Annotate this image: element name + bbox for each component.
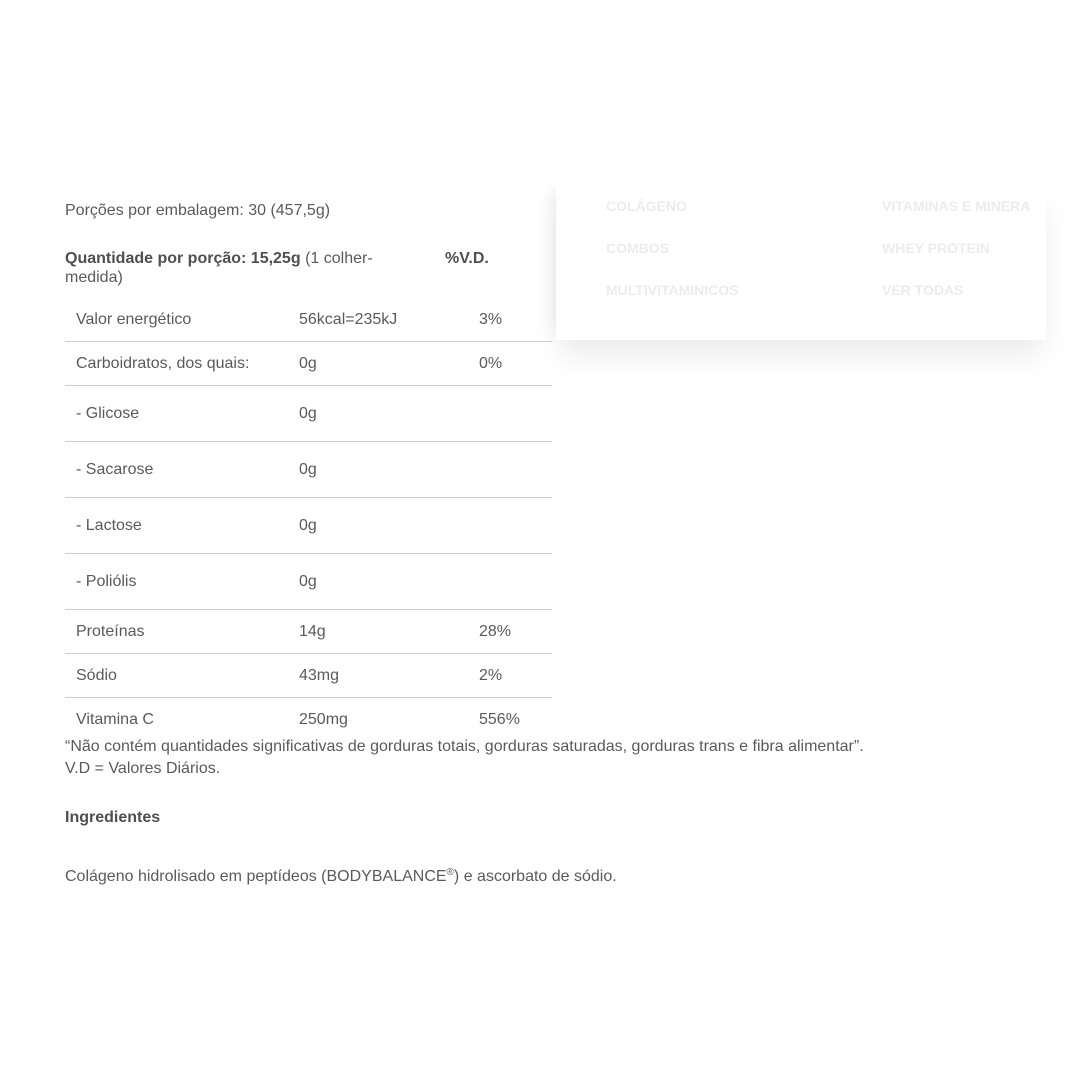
nutrient-name: - Sacarose	[76, 460, 154, 478]
menu-item-multivitaminicos[interactable]: MULTIVITAMINICOS	[606, 282, 739, 298]
quantity-note: (1 colher-medida)	[65, 250, 373, 286]
table-row	[65, 498, 552, 554]
nutrient-vd: 0%	[479, 354, 503, 372]
menu-item-combos[interactable]: COMBOS	[606, 240, 669, 256]
nutrient-vd: 3%	[479, 310, 503, 328]
nutrient-amount: 43mg	[299, 666, 340, 684]
servings-per-package: Porções por embalagem: 30 (457,5g)	[65, 202, 331, 219]
ingredients-before: Colágeno hidrolisado em peptídeos (BODYBALANCE	[65, 868, 447, 885]
nutrient-amount: 14g	[299, 622, 326, 640]
footnote	[65, 736, 1025, 780]
quantity-per-serving	[65, 249, 425, 287]
nutrient-name: - Glicose	[76, 404, 140, 422]
nutrient-vd	[479, 442, 552, 498]
menu-item-vitaminas[interactable]: VITAMINAS E MINERA	[882, 198, 1031, 214]
nutrient-amount: 56kcal=235kJ	[299, 310, 398, 328]
nutrient-name: Proteínas	[76, 622, 145, 640]
table-row	[65, 298, 552, 342]
nutrient-name: - Lactose	[76, 516, 142, 534]
nutrient-amount: 0g	[299, 354, 317, 372]
menu-item-colageno[interactable]: COLÁGENO	[606, 198, 687, 214]
menu-item-ver-todas[interactable]: VER TODAS	[882, 282, 964, 298]
nutrient-name: Vitamina C	[76, 710, 154, 728]
ingredients-text	[65, 862, 617, 888]
nutrient-vd: 556%	[479, 710, 520, 728]
category-dropdown-menu	[556, 180, 1046, 340]
nutrient-vd: 28%	[479, 622, 512, 640]
ingredients-after: ) e ascorbato de sódio.	[453, 868, 617, 885]
menu-item-whey[interactable]: WHEY PROTEIN	[882, 240, 990, 256]
table-row	[65, 698, 552, 742]
table-row	[65, 386, 552, 442]
nutrient-vd	[479, 498, 552, 554]
ingredients-title: Ingredientes	[65, 809, 161, 826]
footnote-disclaimer: “Não contém quantidades significativas de gorduras totais, gorduras saturadas, gorduras trans e fibra alimentar”.	[65, 738, 864, 755]
nutrient-amount: 0g	[299, 460, 317, 478]
nutrient-amount: 250mg	[299, 710, 348, 728]
nutrient-vd	[479, 554, 552, 610]
nutrient-amount: 0g	[299, 404, 317, 422]
nutrition-table	[65, 298, 552, 741]
table-row	[65, 654, 552, 698]
table-row	[65, 442, 552, 498]
table-row	[65, 610, 552, 654]
vd-header: %V.D.	[445, 250, 489, 267]
footnote-vd-legend: V.D = Valores Diários.	[65, 760, 221, 777]
nutrient-name: Sódio	[76, 666, 117, 684]
nutrient-name: - Poliólis	[76, 572, 137, 590]
quantity-label: Quantidade por porção: 15,25g	[65, 250, 301, 267]
nutrient-amount: 0g	[299, 572, 317, 590]
table-row	[65, 554, 552, 610]
nutrient-vd: 2%	[479, 666, 503, 684]
nutrient-amount: 0g	[299, 516, 317, 534]
nutrient-name: Valor energético	[76, 310, 192, 328]
nutrient-name: Carboidratos, dos quais:	[76, 354, 250, 372]
registered-mark: ®	[446, 867, 454, 878]
nutrient-vd	[479, 386, 552, 442]
table-row	[65, 342, 552, 386]
